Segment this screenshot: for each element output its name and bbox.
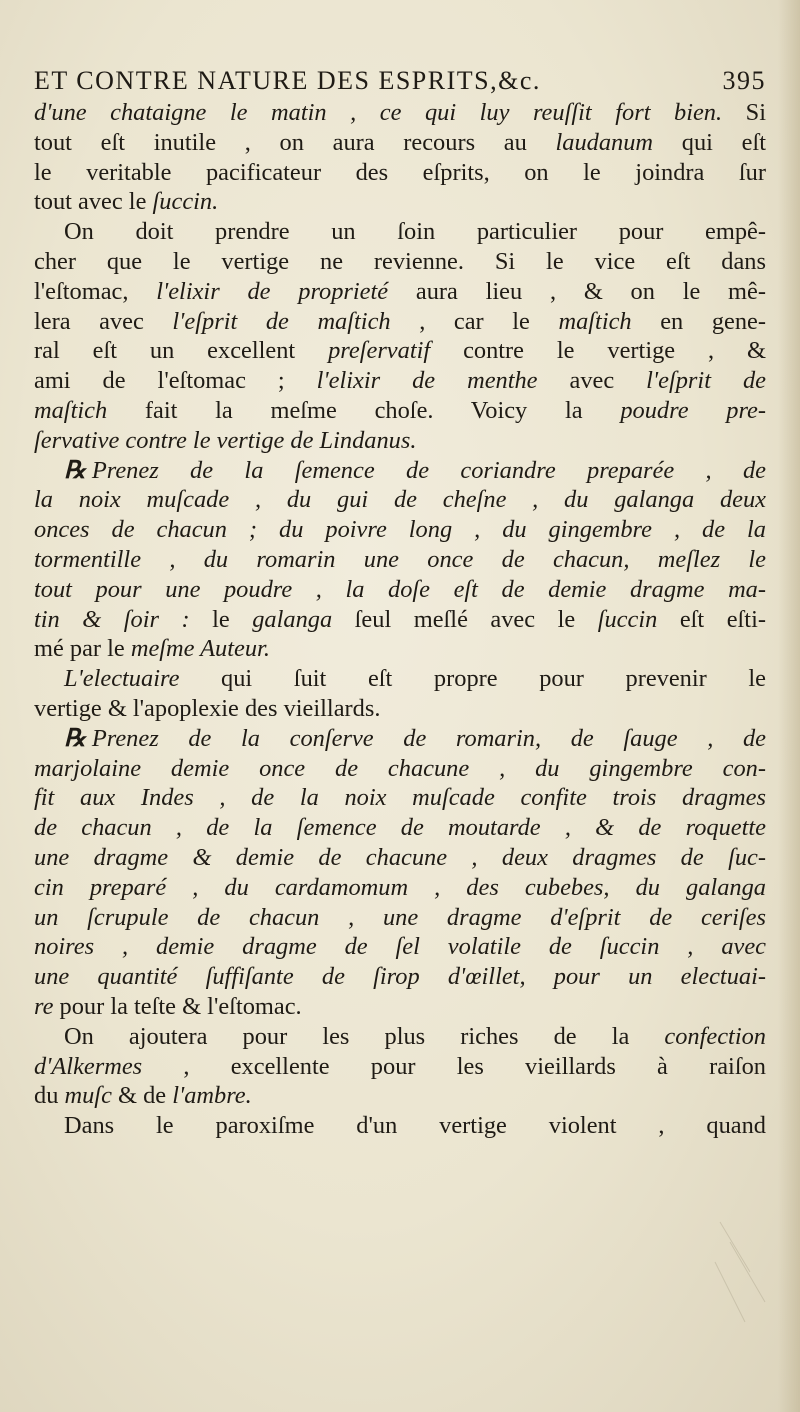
italic-text: galanga	[252, 605, 333, 633]
roman-text: ami de l'eſtomac ;	[34, 367, 317, 395]
roman-text: avec	[537, 367, 647, 395]
roman-text: pour la teſte & l'eſtomac.	[53, 992, 302, 1020]
roman-text: On ajoutera pour les plus riches de la	[64, 1022, 665, 1050]
italic-text: une quantité ſuffiſante de ſirop d'œillet, pour un electuai-	[34, 963, 766, 991]
text-line	[34, 1081, 766, 1111]
running-head-title: ET CONTRE NATURE DES ESPRITS,&c.	[34, 66, 541, 95]
italic-text: maſtich	[34, 396, 108, 424]
paper-stain	[710, 1212, 770, 1332]
recipe-symbol: ℞	[64, 724, 86, 752]
text-line	[34, 128, 766, 158]
roman-text: en gene-	[631, 307, 766, 335]
roman-text: aura lieu , & on le mê-	[388, 277, 766, 305]
text-line	[34, 992, 766, 1022]
italic-text: marjolaine demie once de chacune , du gingembre con-	[34, 754, 766, 782]
italic-text: laudanum	[555, 128, 654, 156]
italic-text: tormentille , du romarin une once de chacun, meſlez le	[34, 545, 766, 573]
text-line	[34, 783, 766, 813]
roman-text: qui eſt	[653, 128, 767, 156]
text-line	[34, 575, 766, 605]
text-line	[34, 485, 766, 515]
italic-text: d'une chataigne le matin , ce qui luy reuſſit fort bien.	[34, 99, 723, 126]
italic-text: l'ambre.	[172, 1082, 252, 1110]
text-line	[34, 158, 766, 188]
italic-text: poudre pre-	[620, 396, 766, 424]
text-line	[34, 724, 766, 754]
roman-text: , excellente pour les vieillards à raiſon	[142, 1052, 766, 1080]
italic-text: fit aux Indes , de la noix muſcade confite trois dragmes	[34, 784, 766, 812]
roman-text: eſt eſti-	[657, 605, 766, 633]
roman-text: fait la meſme choſe. Voicy la	[107, 396, 621, 424]
italic-text: maſtich	[558, 307, 632, 335]
text-line	[34, 903, 766, 933]
roman-text: tout avec le	[34, 188, 153, 216]
italic-text: Prenez de la ſemence de coriandre preparée , de	[91, 456, 766, 484]
text-line	[34, 754, 766, 784]
italic-text: l'elixir de menthe	[316, 367, 538, 395]
roman-text: vertige & l'apoplexie des vieillards.	[34, 694, 381, 722]
text-line	[34, 515, 766, 545]
text-line	[34, 813, 766, 843]
italic-text: re	[34, 992, 54, 1020]
roman-text: cher que le vertige ne revienne. Si le vice eſt dans	[34, 247, 766, 275]
italic-text: l'elixir de proprieté	[156, 277, 389, 305]
text-line	[34, 605, 766, 635]
text-line	[34, 247, 766, 277]
text-line	[34, 336, 766, 366]
italic-text: une dragme & demie de chacune , deux dragmes de ſuc-	[34, 843, 766, 871]
roman-text: mé par le	[34, 635, 131, 663]
italic-text: preſervatif	[328, 337, 431, 365]
roman-text: contre le vertige , &	[430, 337, 766, 365]
roman-text: l'eſtomac,	[34, 277, 157, 305]
roman-text: ſeul meſlé avec le	[332, 605, 598, 633]
text-line	[34, 843, 766, 873]
roman-text: & de	[111, 1082, 173, 1110]
italic-text: tout pour une poudre , la doſe eſt de demie dragme ma-	[34, 575, 766, 603]
text-line	[34, 1022, 766, 1052]
italic-text: Prenez de la conſerve de romarin, de ſauge , de	[91, 724, 766, 752]
text-line	[34, 545, 766, 575]
text-line	[34, 187, 766, 217]
italic-text: meſme Auteur.	[130, 635, 270, 663]
text-line	[34, 396, 766, 426]
italic-text: onces de chacun ; du poivre long , du gingembre , de la	[34, 516, 766, 544]
italic-text: ſuccin	[597, 605, 658, 633]
text-line	[34, 873, 766, 903]
text-line	[34, 366, 766, 396]
roman-text: tout eſt inutile , on aura recours au	[34, 128, 556, 156]
text-line	[34, 217, 766, 247]
italic-text: muſc	[64, 1082, 112, 1110]
text-line	[34, 456, 766, 486]
roman-text: le	[189, 605, 253, 633]
roman-text: qui ſuit eſt propre pour prevenir le	[179, 665, 766, 693]
text-line	[34, 694, 766, 724]
text-line	[34, 664, 766, 694]
italic-text: ſuccin.	[152, 188, 219, 216]
roman-text: On doit prendre un ſoin particulier pour empê-	[64, 218, 766, 246]
text-line	[34, 634, 766, 664]
roman-text: du	[34, 1082, 65, 1110]
body-text	[34, 98, 766, 1141]
text-line	[34, 1111, 766, 1141]
italic-text: tin & ſoir :	[34, 605, 190, 633]
italic-text: l'eſprit de maſtich	[172, 307, 391, 335]
text-line	[34, 1052, 766, 1082]
roman-text: ral eſt un excellent	[34, 337, 329, 365]
text-line	[34, 98, 766, 128]
italic-text: d'Alkermes	[34, 1052, 143, 1080]
roman-text: Si	[722, 99, 766, 126]
recipe-symbol: ℞	[64, 456, 86, 484]
roman-text: Dans le paroxiſme d'un vertige violent , quand	[64, 1112, 766, 1140]
page-number: 395	[722, 66, 766, 95]
italic-text: ſervative contre le vertige de Lindanus.	[34, 426, 417, 454]
italic-text: un ſcrupule de chacun , une dragme d'eſprit de ceriſes	[34, 903, 766, 931]
text-line	[34, 962, 766, 992]
italic-text: l'eſprit de	[646, 367, 766, 395]
roman-text: le veritable pacificateur des eſprits, on le joindra ſur	[34, 158, 766, 186]
text-line	[34, 307, 766, 337]
text-line	[34, 426, 766, 456]
italic-text: cin preparé , du cardamomum , des cubebes, du galanga	[34, 873, 766, 901]
text-line	[34, 932, 766, 962]
italic-text: L'electuaire	[64, 665, 180, 693]
italic-text: la noix muſcade , du gui de cheſne , du galanga deux	[34, 486, 766, 514]
italic-text: confection	[664, 1022, 766, 1050]
running-head	[34, 66, 766, 96]
roman-text: , car le	[390, 307, 559, 335]
text-line	[34, 277, 766, 307]
italic-text: noires , demie dragme de ſel volatile de ſuccin , avec	[34, 933, 766, 961]
italic-text: de chacun , de la ſemence de moutarde , & de roquette	[34, 814, 766, 842]
roman-text: lera avec	[34, 307, 173, 335]
